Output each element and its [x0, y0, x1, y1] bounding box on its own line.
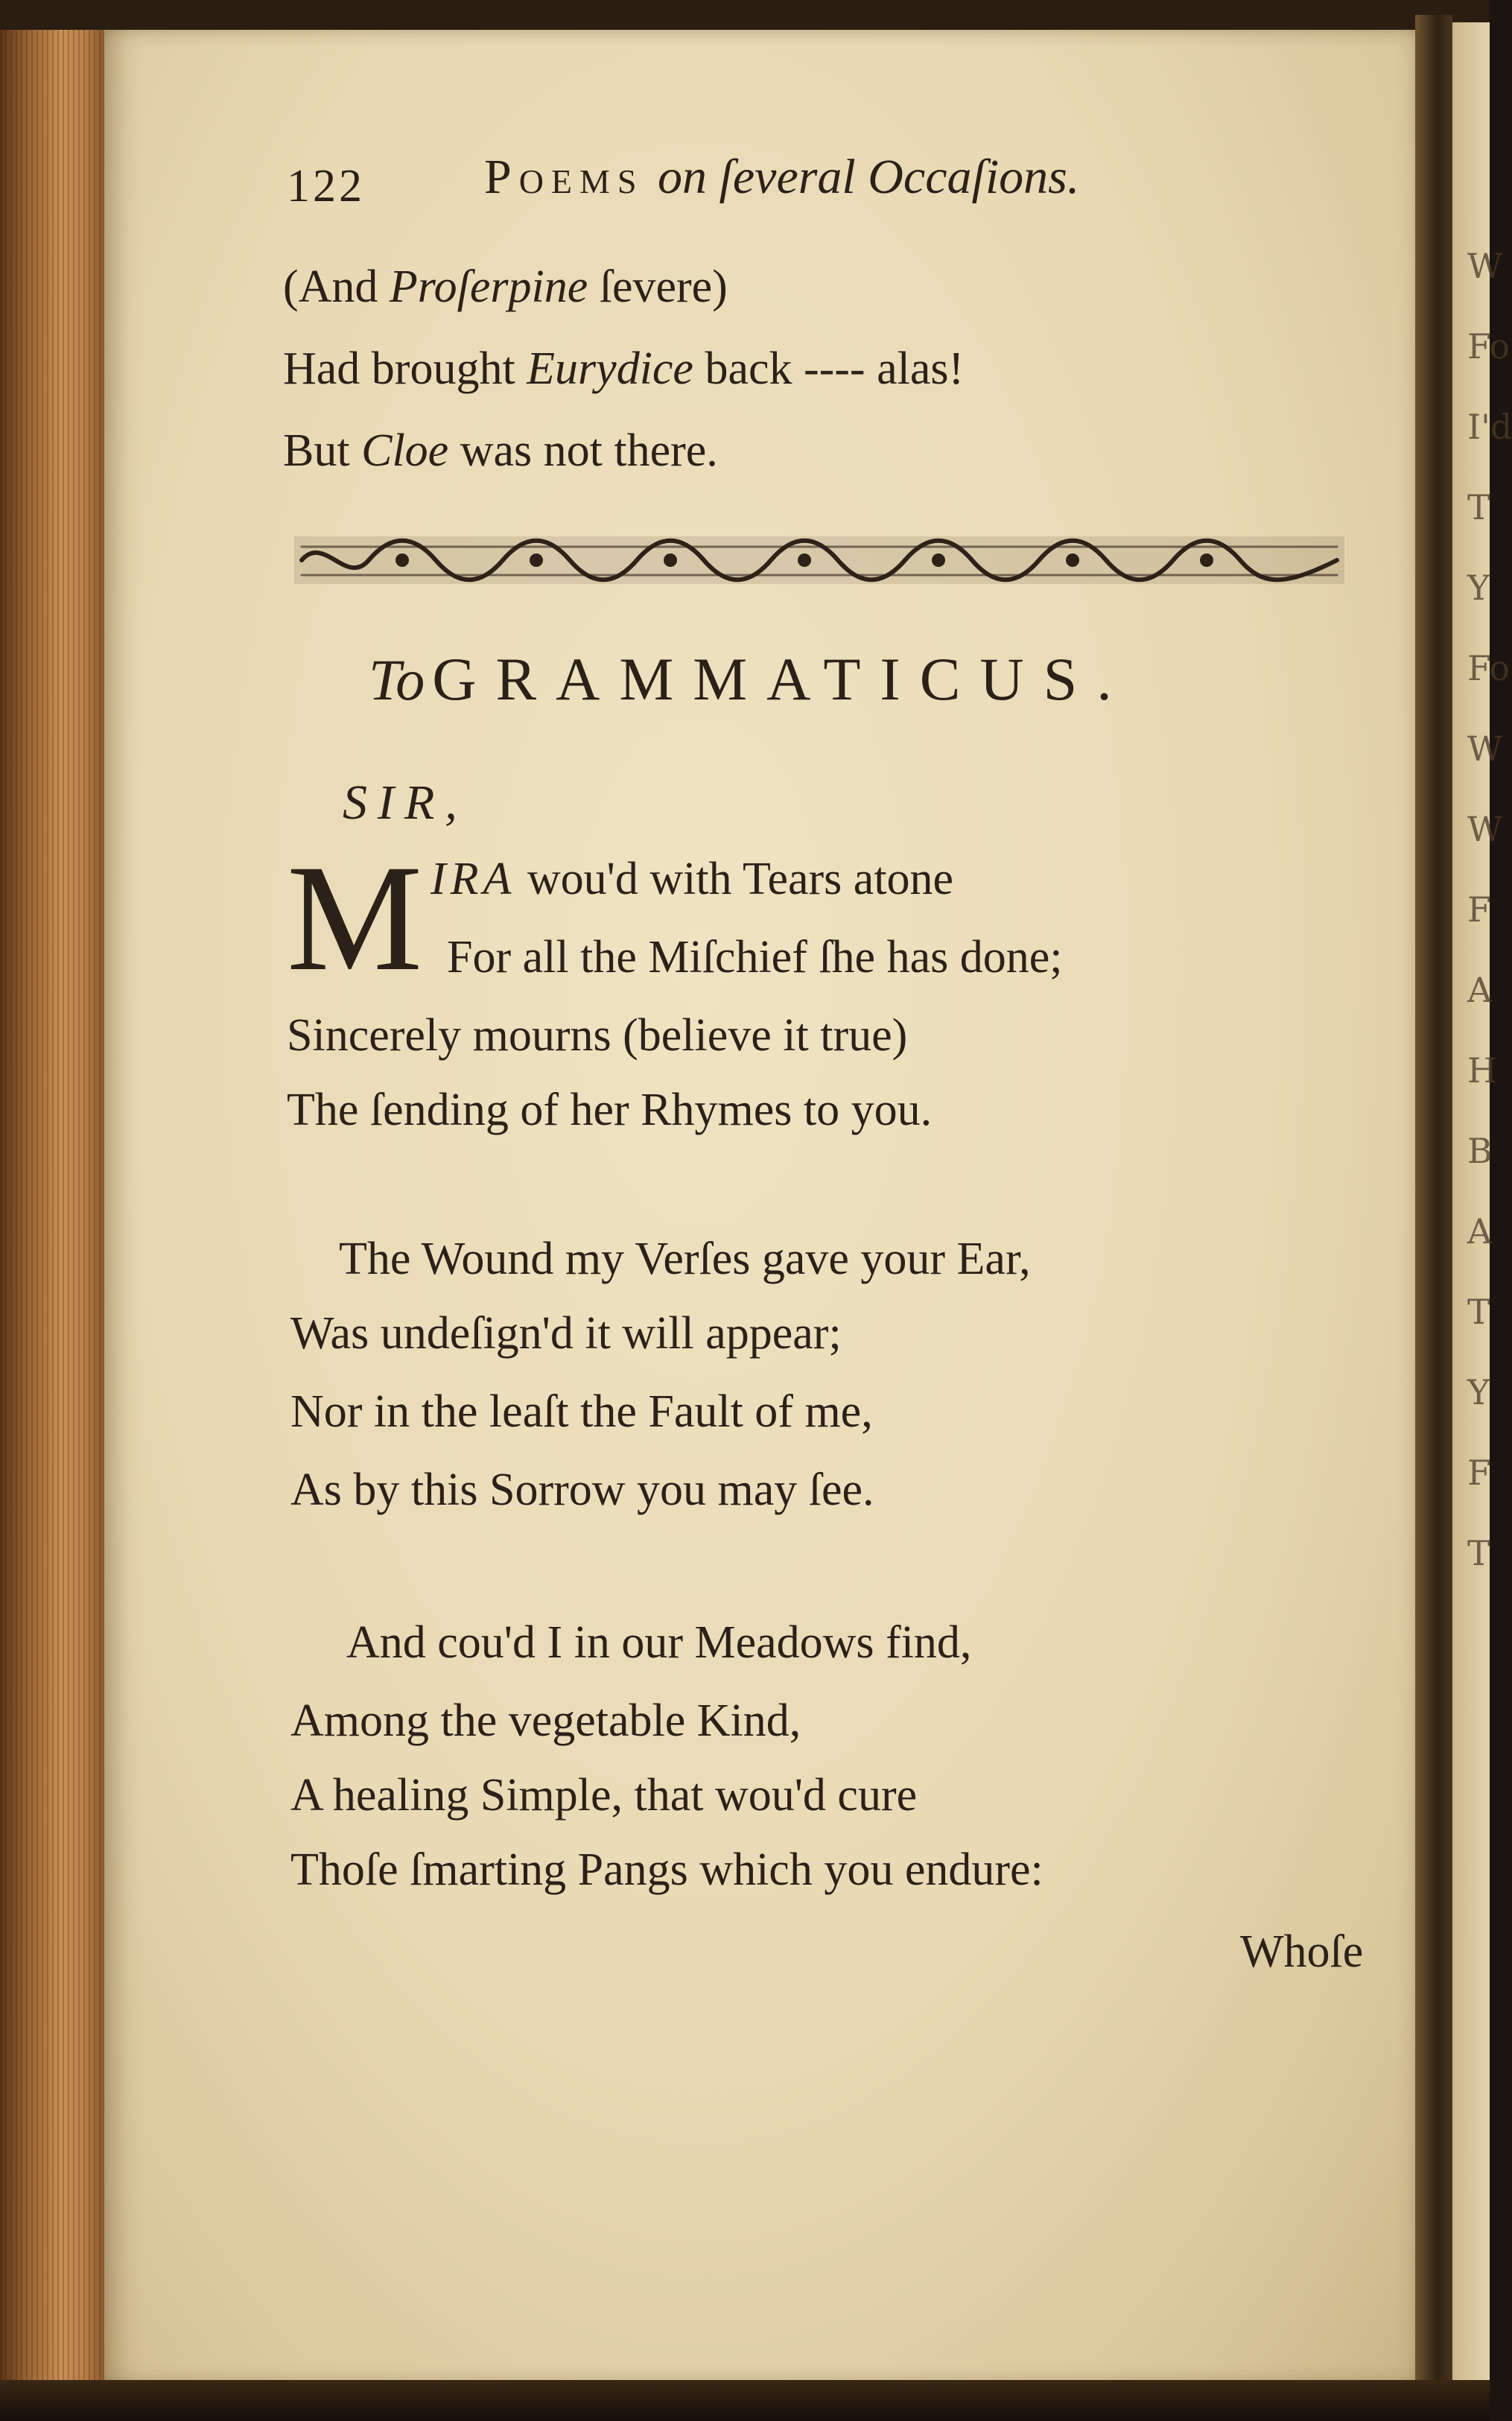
poem-line: A healing Simple, that wou'd cure — [290, 1770, 918, 1821]
poem-line: Thoſe ſmarting Pangs which you endure: — [290, 1844, 1044, 1895]
poem-line: And cou'd I in our Meadows find, — [346, 1617, 972, 1668]
first-word-italic: IRA — [431, 854, 516, 904]
poem-title-prefix: To — [369, 647, 425, 712]
book-edge-left — [0, 30, 112, 2391]
prev-line-italic: Proſerpine — [389, 261, 588, 312]
facing-page-fragment: W — [1467, 246, 1503, 286]
running-title-caps: Poems — [484, 150, 644, 204]
page-number: 122 — [287, 161, 365, 212]
facing-page-fragment: T — [1467, 1533, 1490, 1573]
prev-line-text: ſevere) — [588, 261, 728, 312]
running-title — [484, 149, 1079, 206]
facing-page-fragment: T — [1467, 487, 1490, 527]
poem-title — [369, 644, 1131, 714]
poem-line: Among the vegetable Kind, — [290, 1695, 801, 1746]
prev-line-italic: Cloe — [361, 425, 449, 476]
facing-page-fragment: F — [1467, 889, 1491, 930]
facing-page-fragment: Fo — [1467, 648, 1511, 688]
first-line-text: wou'd with Tears atone — [515, 854, 954, 904]
facing-page-fragment: W — [1467, 729, 1503, 769]
poem-line: As by this Sorrow you may ſee. — [290, 1465, 874, 1515]
facing-page-fragment: H — [1467, 1050, 1498, 1091]
catchword: Whoſe — [1240, 1926, 1364, 1977]
prev-line-text: was not there. — [448, 425, 718, 476]
poem-line: The Wound my Verſes gave your Ear, — [339, 1234, 1031, 1284]
poem-title-text: GRAMMATICUS. — [432, 645, 1131, 713]
prev-line-italic: Eurydice — [527, 343, 693, 394]
facing-page-fragment: A — [1467, 970, 1493, 1010]
salutation: SIR, — [343, 775, 468, 830]
facing-page-fragment: A — [1467, 1211, 1493, 1251]
facing-page-edge — [1452, 22, 1512, 2399]
facing-page-fragment: F — [1467, 1453, 1491, 1493]
prev-poem-line — [283, 425, 718, 477]
facing-page-fragment: I'd — [1467, 407, 1512, 447]
poem-line: Sincerely mourns (believe it true) — [287, 1010, 908, 1061]
prev-line-text: Had brought — [283, 343, 527, 394]
facing-page-fragment: W — [1467, 809, 1503, 849]
facing-page-fragment: Y — [1467, 1372, 1490, 1412]
prev-poem-line — [283, 261, 728, 314]
book-gutter — [1415, 15, 1452, 2399]
facing-page-fragment: Y — [1467, 568, 1490, 608]
facing-page-fragment: Fo — [1467, 326, 1511, 367]
prev-poem-line — [283, 343, 964, 396]
poem-line: The ſending of her Rhymes to you. — [287, 1085, 933, 1135]
poem-line: For all the Miſchief ſhe has done; — [447, 932, 1063, 983]
prev-line-text: But — [283, 425, 362, 476]
poem-line: Was undeſign'd it will appear; — [290, 1308, 842, 1359]
book-edge-bottom — [0, 2380, 1490, 2421]
prev-line-text: (And — [283, 261, 390, 312]
prev-line-text: back ---- alas! — [693, 343, 965, 394]
poem-line: Nor in the leaſt the Fault of me, — [290, 1386, 873, 1437]
facing-page-fragment: B — [1467, 1131, 1493, 1171]
facing-page-fragment: T — [1467, 1292, 1490, 1332]
ornament-band-icon — [294, 530, 1344, 590]
drop-cap: M — [287, 834, 423, 1003]
running-title-italic: on ſeveral Occaſions. — [658, 150, 1080, 204]
poem-line — [431, 853, 953, 906]
